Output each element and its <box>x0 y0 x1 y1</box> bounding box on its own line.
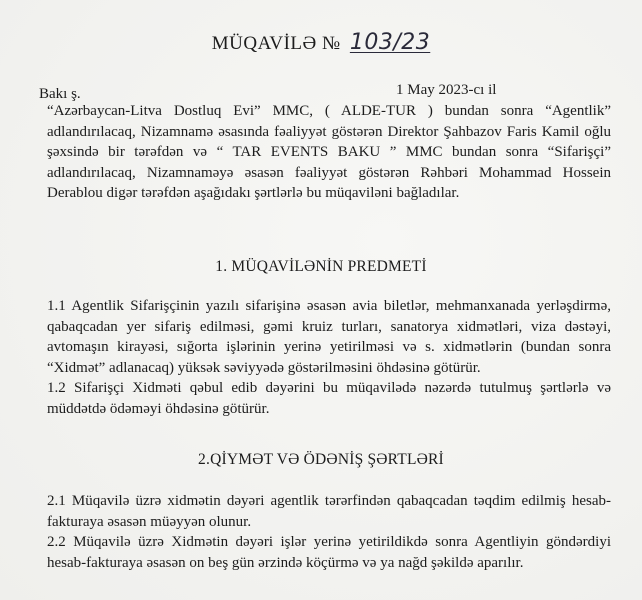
clause-1-1: 1.1 Agentlik Sifarişçinin yazılı sifarişinə əsasən avia biletlər, mehmanxanada yerləşdirmə, qabaqcadan yer sifariş edilməsi, gəmi kruiz turları, sanatorya xidmətləri, viza dəstəyi, avtomaşın kirayəsi, sığorta işlərinin yerinə yetirilməsi və s. xidmətlərin (bundan sonra “Xidmət” adlanacaq) yüksək səviyyədə göstərilməsini öhdəsinə götürür. <box>47 298 611 376</box>
contract-city: Bakı ş. <box>39 86 81 102</box>
contract-date: 1 May 2023-cı il <box>396 82 497 98</box>
section-2-heading: 2.QİYMƏT VƏ ÖDƏNİŞ ŞƏRTLƏRİ <box>198 451 444 468</box>
section-1-heading: 1. MÜQAVİLƏNİN PREDMETİ <box>215 258 427 275</box>
preamble-paragraph: “Azərbaycan-Litva Dostluq Evi” MMC, ( ALDE-TUR ) bundan sonra “Agentlik” adlandırılacaq, Nizamnamə əsasında fəaliyyət göstərən Direktor Şahbazov Faris Kamil oğlu şəxsində bir tərəfdən və “ TAR EVENTS BAKU ” MMC bundan sonra “Sifarişçi” adlandırılacaq, Nizamnaməyə əsasən fəaliyyət göstərən Rəhbəri Mohammad Hossein Derablou digər tərəfdən aşağıdakı şərtlərlə bu müqaviləni bağladılar. <box>47 103 611 201</box>
clause-2-2: 2.2 Müqavilə üzrə Xidmətin dəyəri işlər yerinə yetirildikdə sonra Agentliyin göndərdiyi hesab-fakturaya əsasən on beş gün ərzində köçürmə və ya nağd şəkildə aparılır. <box>47 534 611 571</box>
clause-1-2: 1.2 Sifarişçi Xidməti qəbul edib dəyərini bu müqavilədə nəzərdə tutulmuş şərtlərlə və müddətdə ödəməyi öhdəsinə götürür. <box>47 380 611 417</box>
title-label: MÜQAVİLƏ № <box>211 33 341 54</box>
contract-number-handwritten: 103/23 <box>349 30 431 55</box>
contract-title <box>0 30 642 55</box>
clause-2-1: 2.1 Müqavilə üzrə xidmətin dəyəri agentlik tərərfindən qabaqcadan təqdim edilmiş hesab-fakturaya əsasən müəyyən olunur. <box>47 493 611 530</box>
